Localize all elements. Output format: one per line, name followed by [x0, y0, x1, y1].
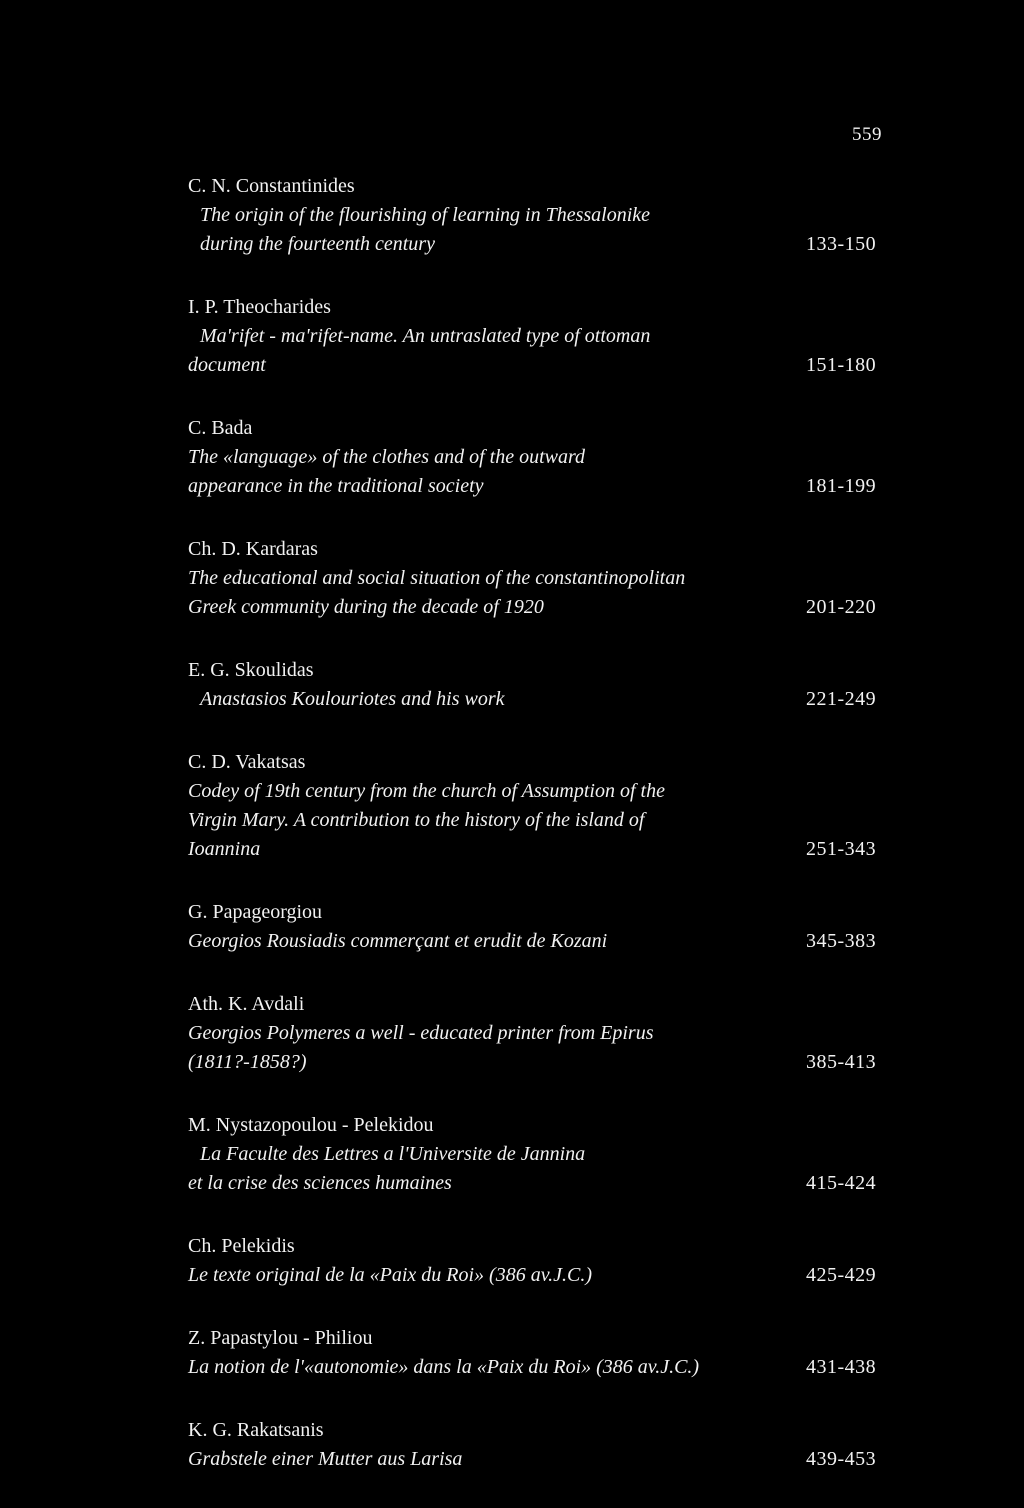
entry-author: E. G. Skoulidas	[188, 659, 314, 681]
entry-title-line: (1811?-1858?)	[188, 1051, 307, 1073]
toc-entry	[188, 293, 888, 380]
toc-entry	[188, 748, 888, 864]
toc-entry	[188, 898, 888, 956]
entry-title-line: Ioannina	[188, 838, 261, 860]
entry-author: Ch. Pelekidis	[188, 1235, 295, 1257]
toc-entry	[188, 1111, 888, 1198]
toc-entry	[188, 1324, 888, 1382]
toc-entry	[188, 535, 888, 622]
entry-title-line: document	[188, 354, 266, 376]
entry-title-line: Anastasios Koulouriotes and his work	[200, 688, 505, 710]
entry-title-line: The «language» of the clothes and of the outward	[188, 446, 586, 468]
entry-pages: 181-199	[806, 475, 877, 497]
entry-pages: 251-343	[806, 838, 877, 860]
toc-entry	[188, 1232, 888, 1290]
entry-pages: 345-383	[806, 930, 877, 952]
toc-entry	[188, 1416, 888, 1474]
entry-pages: 201-220	[806, 596, 877, 618]
entry-title-line: Grabstele einer Mutter aus Larisa	[188, 1448, 463, 1470]
entry-title-line: Greek community during the decade of 1920	[188, 596, 544, 618]
entry-author: I. P. Theocharides	[188, 296, 331, 318]
entry-title-line: The educational and social situation of the constantinopolitan	[188, 567, 686, 589]
entry-author: G. Papageorgiou	[188, 901, 323, 923]
entry-title-line: Georgios Rousiadis commerçant et erudit de Kozani	[188, 930, 608, 952]
page-number: 559	[852, 124, 882, 145]
entry-title-line: Le texte original de la «Paix du Roi» (386 av.J.C.)	[188, 1264, 592, 1286]
entry-author: C. Bada	[188, 417, 253, 439]
entry-title-line: Codey of 19th century from the church of Assumption of the	[188, 780, 665, 802]
entry-pages: 439-453	[806, 1448, 877, 1470]
table-of-contents	[188, 172, 888, 1508]
entry-title-line: The origin of the flourishing of learning in Thessalonike	[200, 204, 650, 226]
entry-title-line: Ma'rifet - ma'rifet-name. An untraslated type of ottoman	[200, 325, 651, 347]
entry-pages: 221-249	[806, 688, 877, 710]
entry-author: C. N. Constantinides	[188, 175, 355, 197]
entry-title-line: La notion de l'«autonomie» dans la «Paix du Roi» (386 av.J.C.)	[188, 1356, 700, 1378]
entry-pages: 151-180	[806, 354, 877, 376]
toc-entry	[188, 656, 888, 714]
entry-author: Z. Papastylou - Philiou	[188, 1327, 373, 1349]
toc-entry	[188, 414, 888, 501]
entry-title-line: et la crise des sciences humaines	[188, 1172, 452, 1194]
toc-entry	[188, 172, 888, 259]
entry-author: Ch. D. Kardaras	[188, 538, 318, 560]
entry-title-line: Georgios Polymeres a well - educated printer from Epirus	[188, 1022, 654, 1044]
toc-entry	[188, 990, 888, 1077]
entry-title-line: Virgin Mary. A contribution to the history of the island of	[188, 809, 645, 831]
entry-pages: 425-429	[806, 1264, 877, 1286]
entry-author: Ath. K. Avdali	[188, 993, 305, 1015]
entry-title-line: during the fourteenth century	[200, 233, 435, 255]
entry-pages: 431-438	[806, 1356, 877, 1378]
entry-pages: 385-413	[806, 1051, 877, 1073]
entry-title-line: La Faculte des Lettres a l'Universite de Jannina	[200, 1143, 586, 1165]
entry-pages: 133-150	[806, 233, 877, 255]
entry-pages: 415-424	[806, 1172, 877, 1194]
entry-author: C. D. Vakatsas	[188, 751, 306, 773]
entry-title-line: appearance in the traditional society	[188, 475, 484, 497]
entry-author: M. Nystazopoulou - Pelekidou	[188, 1114, 434, 1136]
entry-author: K. G. Rakatsanis	[188, 1419, 324, 1441]
